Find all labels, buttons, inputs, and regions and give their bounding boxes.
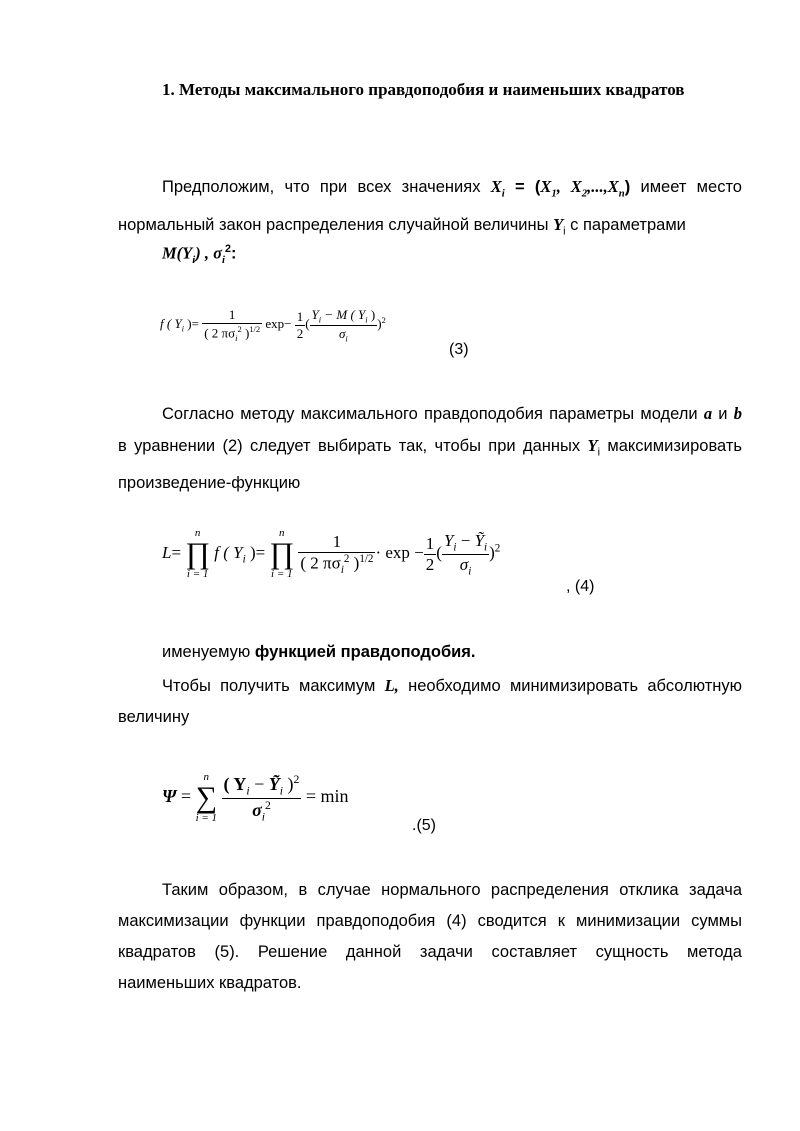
eq-text: ) — [349, 553, 360, 573]
superscript: 2 — [343, 552, 350, 565]
section-number: 1. — [162, 80, 175, 99]
denominator — [298, 553, 375, 576]
eq-text: f ( Y — [214, 542, 243, 562]
subscript: i — [597, 446, 600, 459]
equation-number-5: .(5) — [412, 817, 436, 834]
denominator: 2 — [425, 554, 435, 574]
eq-text: σ — [252, 799, 262, 820]
text-run: Чтобы получить максимум — [162, 677, 385, 695]
equation-4 — [162, 528, 500, 580]
eq-text: exp− — [265, 316, 292, 332]
text-run: Предположим, что при всех значениях — [162, 178, 491, 196]
eq-text: )= — [184, 316, 199, 332]
paragraph-maximum — [118, 670, 742, 733]
eq-text: ) — [283, 773, 294, 794]
text-run: необходимо минимизировать абсолютную величину — [118, 677, 742, 726]
var-x1: X — [540, 177, 552, 196]
var-x: X — [490, 177, 502, 196]
paragraph-conclusion: Таким образом, в случае нормального распределения отклика задача максимизации функции правдоподобия (4) сводится к минимизации суммы квадратов (5). Решение данной задачи составляет сущность метода наименьших квадратов. — [118, 881, 742, 992]
eq-text: Ỹ — [268, 773, 280, 794]
eq-text: − M ( Y — [321, 307, 366, 322]
subscript: i — [242, 553, 246, 566]
text-run: в уравнении (2) следует выбирать так, чтобы при данных — [118, 437, 588, 455]
sum-symbol: ∑ — [195, 781, 217, 814]
var-x2: , X — [556, 177, 582, 196]
psi-symbol: Ψ — [162, 786, 177, 807]
eq-text: − — [249, 773, 269, 794]
subscript: i — [345, 333, 348, 344]
subscript: i — [318, 314, 322, 325]
equation-number-4: , (4) — [566, 578, 595, 595]
denominator — [202, 324, 262, 343]
param-a: a — [703, 404, 713, 423]
eq-lhs: f ( Y — [160, 316, 182, 332]
subscript: i — [340, 564, 344, 577]
subscript: i — [261, 810, 266, 824]
eq-text: − — [456, 531, 475, 551]
denominator — [442, 555, 489, 577]
subscript: i — [501, 187, 505, 200]
numerator — [442, 531, 489, 554]
subscript: i — [222, 253, 225, 266]
param-b: b — [733, 404, 742, 423]
numerator: 1 — [298, 532, 375, 553]
numerator — [310, 307, 378, 326]
var-xn: ,...,X — [587, 177, 619, 196]
eq-text: · exp − — [375, 542, 424, 562]
text-run: именуемую — [162, 643, 255, 661]
eq-text: )= — [245, 542, 266, 562]
text-run: и — [712, 405, 734, 423]
superscript: 2 — [494, 542, 501, 555]
fraction — [298, 532, 375, 576]
text-run: с параметрами — [565, 216, 686, 235]
section-heading — [118, 74, 742, 105]
upper-limit: n — [194, 527, 201, 539]
eq-text: ) — [241, 325, 250, 341]
subscript: i — [563, 225, 566, 238]
var-y: Y — [553, 215, 564, 235]
eq-text: ( Y — [223, 773, 247, 794]
superscript: 1/2 — [249, 324, 261, 335]
subscript: 2 — [581, 187, 588, 200]
eq-text: ) — [377, 316, 382, 332]
numerator — [222, 773, 302, 799]
text-run: ) , — [195, 243, 214, 263]
eq-text: Ỹ — [474, 531, 485, 551]
eq-text: σ — [339, 325, 346, 341]
subscript: i — [279, 784, 284, 798]
eq-text: L — [162, 542, 172, 562]
subscript: i — [453, 541, 457, 554]
equation-3 — [160, 307, 386, 343]
text-run: Согласно методу максимального правдоподобия параметры модели — [162, 405, 704, 423]
subscript: i — [181, 323, 185, 334]
eq-text: ) — [489, 542, 495, 562]
fraction — [202, 307, 262, 343]
eq-text: ) — [367, 307, 376, 322]
text-run: ) — [624, 178, 631, 196]
eq-text: ( — [305, 316, 310, 332]
denominator: 2 — [296, 325, 304, 341]
fraction — [442, 531, 489, 577]
subscript: i — [468, 564, 472, 577]
superscript: 2 — [225, 243, 231, 255]
eq-text: ( 2 πσ — [300, 553, 341, 573]
fraction — [222, 773, 302, 823]
fraction-half — [295, 309, 306, 342]
eq-text: = min — [301, 786, 349, 807]
subscript: i — [246, 784, 250, 798]
subscript: i — [484, 541, 488, 554]
product-operator — [185, 528, 210, 580]
superscript: 2 — [293, 772, 300, 786]
numerator: 1 — [296, 308, 304, 324]
eq-text: Y — [443, 531, 454, 551]
var-l: L, — [384, 676, 399, 695]
parameters-line — [162, 234, 236, 276]
text-run: имеет место нормальный закон распределения случайной величины — [118, 178, 742, 235]
superscript: 2 — [237, 324, 242, 335]
denominator — [222, 799, 302, 824]
eq-text: ( — [436, 542, 442, 562]
section-title: Методы максимального правдоподобия и наименьших квадратов — [179, 80, 685, 99]
param-m: M(Y — [162, 243, 193, 263]
denominator — [310, 326, 378, 344]
product-symbol: ∏ — [185, 537, 211, 570]
numerator: 1 — [202, 307, 262, 324]
subscript: i — [365, 314, 368, 325]
eq-text: Y — [311, 307, 319, 322]
fraction-half — [424, 534, 437, 575]
text-run: : — [230, 244, 237, 263]
sum-operator — [196, 772, 217, 824]
var-y: Y — [587, 436, 598, 455]
equation-5 — [162, 772, 349, 824]
subscript: n — [618, 187, 625, 200]
superscript: 1/2 — [359, 552, 374, 565]
eq-text: = — [171, 542, 182, 562]
term-likelihood: функцией правдоподобия. — [254, 643, 476, 661]
subscript: i — [192, 253, 196, 266]
eq-text: ( 2 πσ — [204, 325, 236, 341]
paragraph-likelihood — [162, 637, 476, 668]
lower-limit: i = 1 — [186, 568, 209, 580]
paragraph-method — [118, 398, 742, 499]
text-run: = ( — [504, 178, 541, 196]
equation-number-3: (3) — [449, 341, 469, 358]
subscript: 1 — [551, 187, 557, 200]
product-operator — [269, 528, 294, 580]
param-sigma: σ — [213, 243, 223, 263]
subscript: i — [235, 333, 238, 344]
numerator: 1 — [425, 533, 435, 553]
eq-text: σ — [459, 554, 469, 574]
upper-limit: n — [203, 771, 210, 783]
product-symbol: ∏ — [269, 537, 295, 570]
superscript: 2 — [265, 798, 271, 812]
upper-limit: n — [279, 527, 285, 539]
text-run: максимизировать произведение-функцию — [118, 437, 742, 493]
superscript: 2 — [381, 314, 386, 325]
fraction — [310, 307, 378, 343]
lower-limit: i = 1 — [271, 568, 293, 580]
eq-text: = — [176, 786, 192, 807]
lower-limit: i = 1 — [195, 812, 218, 824]
